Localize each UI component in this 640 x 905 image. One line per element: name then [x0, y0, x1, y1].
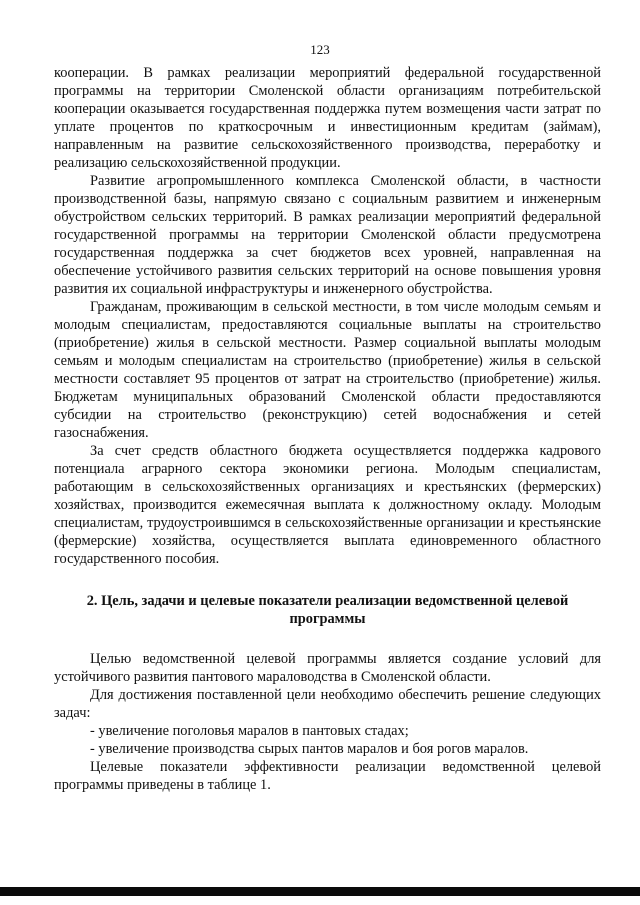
paragraph-indicators: Целевые показатели эффективности реализации ведомственной целевой программы приведены в таблице 1.: [54, 759, 601, 793]
document-body: [54, 64, 601, 794]
paragraph-housing-payments: Гражданам, проживающим в сельской местности, в том числе молодым семьям и молодым специалистам, предоставляются социальные выплаты на строительство (приобретение) жилья в сельской местности. Размер социальной выплаты молодым семьям и молодым специалистам на строительство (приобретение) жилья в сельской местности составляет 95 процентов от затрат на строительство (приобретение) жилья. Бюджетам муниципальных образований Смоленской области предоставляются субсидии на строительство (реконструкцию) сетей водоснабжения и сетей газоснабжения.: [54, 299, 601, 441]
scan-bottom-border: [0, 887, 640, 896]
task-item: - увеличение поголовья маралов в пантовых стадах;: [90, 723, 409, 739]
paragraph-cooperation: кооперации. В рамках реализации мероприятий федеральной государственной программы на территории Смоленской области организациям потребительской кооперации оказывается государственная поддержка путем возмещения части затрат по уплате процентов по краткосрочным и инвестиционным кредитам (займам), направленным на развитие сельскохозяйственного производства, переработку и реализацию сельскохозяйственной продукции.: [54, 65, 601, 171]
paragraph-tasks-intro: Для достижения поставленной цели необходимо обеспечить решение следующих задач:: [54, 687, 601, 721]
paragraph-program-goal: Целью ведомственной целевой программы является создание условий для устойчивого развития пантового мараловодства в Смоленской области.: [54, 651, 601, 685]
paragraph-personnel-support: За счет средств областного бюджета осуществляется поддержка кадрового потенциала аграрного сектора экономики региона. Молодым специалистам, работающим в сельскохозяйственных организациях и крестьянских (фермерских) хозяйствах, производится ежемесячная выплата к должностному окладу. Молодым специалистам, трудоустроившимся в сельскохозяйственные организации и крестьянские (фермерские) хозяйства, осуществляется выплата единовременного областного государственного пособия.: [54, 443, 601, 567]
page-number: 123: [310, 42, 330, 57]
section-heading: 2. Цель, задачи и целевые показатели реализации ведомственной целевой программы: [86, 593, 569, 627]
task-item: - увеличение производства сырых пантов маралов и боя рогов маралов.: [90, 741, 529, 757]
paragraph-rural-development: Развитие агропромышленного комплекса Смоленской области, в частности производственной базы, напрямую связано с социальным развитием и инженерным обустройством сельских территорий. В рамках реализации мероприятий федеральной государственной программы на территории Смоленской области предусмотрена государственная поддержка за счет бюджетов всех уровней, направленная на обеспечение устойчивого развития сельских территорий на основе повышения уровня развития их социальной инфраструктуры и инженерного обустройства.: [54, 173, 601, 297]
